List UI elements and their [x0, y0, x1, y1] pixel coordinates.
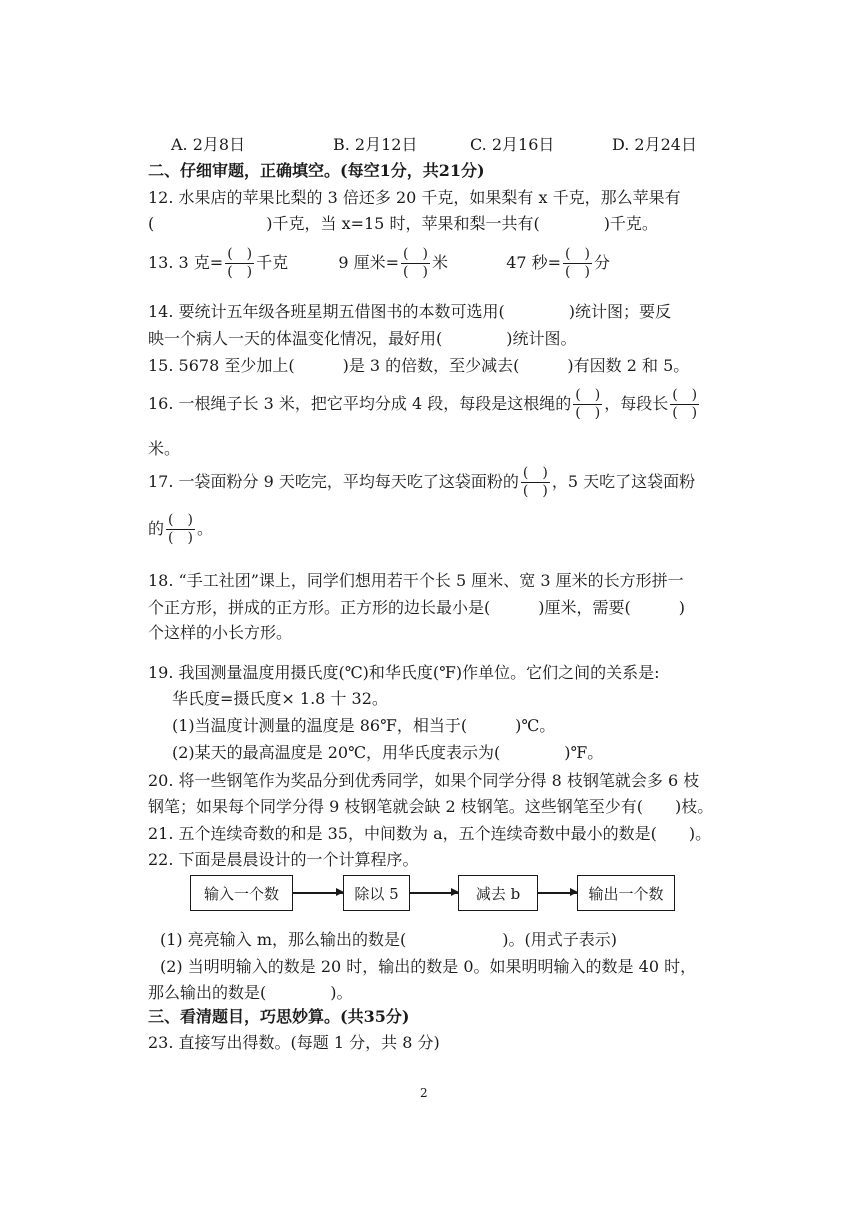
flow-box-subtract: 减去 b [458, 875, 538, 911]
q19-line4: (2)某天的最高温度是 20℃，用华氏度表示为( )℉。 [172, 743, 604, 762]
q18-line1: 18. “手工社团”课上，同学们想用若干个长 5 厘米、宽 3 厘米的长方形拼一 [148, 571, 684, 590]
q20-line1: 20. 将一些钢笔作为奖品分到优秀同学，如果个同学分得 8 枝钢笔就会多 6 枝 [148, 771, 700, 790]
q16-line1: 16. 一根绳子长 3 米，把它平均分成 4 段，每段是这根绳的 $\frac{( )}{( )}$ ，每段长 $\frac{( )}{( )}$ [148, 387, 698, 421]
q19-line2: 华氏度=摄氏度× 1.8 十 32。 [172, 689, 388, 708]
q17-line2: 的 $\frac{( )}{( )}$ 。 [148, 512, 213, 546]
q16-line2: 米。 [148, 439, 181, 458]
q22-title: 22. 下面是晨晨设计的一个计算程序。 [148, 850, 419, 869]
q22-line2: (2) 当明明输入的数是 20 时，输出的数是 0。如果明明输入的数是 40 时， [160, 957, 697, 976]
flow-arrow-1 [293, 892, 343, 894]
flow-box-output: 输出一个数 [577, 875, 675, 911]
q17-line1: 17. 一袋面粉分 9 天吃完，平均每天吃了这袋面粉的 $\frac{( )}{( )}$ ，5 天吃了这袋面粉 [148, 465, 696, 499]
flow-box-input: 输入一个数 [190, 875, 293, 911]
section-3-title: 三、看清题目，巧思妙算。(共35分) [148, 1007, 410, 1026]
q19-line1: 19. 我国测量温度用摄氏度(℃)和华氏度(℉)作单位。它们之间的关系是: [148, 663, 660, 682]
q21: 21. 五个连续奇数的和是 35，中间数为 a，五个连续奇数中最小的数是( )。 [148, 824, 712, 843]
q23: 23. 直接写出得数。(每题 1 分，共 8 分) [148, 1033, 440, 1052]
q13-fraction-3: $\frac{( )}{( )}$ [565, 246, 590, 280]
flow-box-divide: 除以 5 [343, 875, 410, 911]
option-b: B. 2月12日 [333, 135, 418, 154]
q13-item-3: 47 秒= [506, 253, 562, 272]
option-d: D. 2月24日 [612, 135, 697, 154]
option-c: C. 2月16日 [470, 135, 555, 154]
q17-fraction-2: $\frac{( )}{( )}$ [168, 512, 193, 546]
q16-fraction-1: $\frac{( )}{( )}$ [575, 387, 601, 421]
q14-line1: 14. 要统计五年级各班星期五借图书的本数可选用( )统计图；要反 [148, 302, 672, 321]
q12-line1: 12. 水果店的苹果比梨的 3 倍还多 20 千克，如果梨有 x 千克，那么苹果有 [148, 188, 681, 207]
q13 [148, 244, 610, 282]
q13-prefix: 13. 3 克= [148, 253, 224, 272]
q12-line2: ( )千克，当 x=15 时，苹果和梨一共有( )千克。 [148, 214, 658, 233]
q22-line1: (1) 亮亮输入 m，那么输出的数是( )。(用式子表示) [160, 930, 617, 949]
q13-item-2: 9 厘米= [338, 253, 400, 272]
q22-line3: 那么输出的数是( )。 [148, 983, 353, 1002]
q15: 15. 5678 至少加上( )是 3 的倍数，至少减去( )有因数 2 和 5。 [148, 356, 690, 375]
q17-fraction-1: $\frac{( )}{( )}$ [522, 465, 548, 499]
q13-fraction-2: $\frac{( )}{( )}$ [403, 246, 428, 280]
flow-arrow-3 [538, 892, 577, 894]
q13-fraction-1: $\frac{( )}{( )}$ [227, 246, 253, 280]
q13-unit-2: 米 [431, 253, 448, 272]
page-number: 2 [420, 1086, 428, 1100]
section-2-title: 二、仔细审题，正确填空。(每空1分，共21分) [148, 161, 485, 180]
q19-line3: (1)当温度计测量的温度是 86℉，相当于( )℃。 [172, 716, 556, 735]
q14-line2: 映一个病人一天的体温变化情况，最好用( )统计图。 [148, 329, 577, 348]
q20-line2: 钢笔；如果每个同学分得 9 枝钢笔就会缺 2 枝钢笔。这些钢笔至少有( )枝。 [148, 797, 714, 816]
q13-unit-1: 千克 [256, 253, 289, 272]
option-a: A. 2月8日 [171, 135, 246, 154]
flow-arrow-2 [410, 892, 458, 894]
q18-line2: 个正方形，拼成的正方形。正方形的边长最小是( )厘米，需要( ) [148, 598, 685, 617]
q16-fraction-2: $\frac{( )}{( )}$ [672, 387, 698, 421]
q18-line3: 个这样的小长方形。 [148, 623, 293, 642]
q13-unit-3: 分 [593, 253, 610, 272]
